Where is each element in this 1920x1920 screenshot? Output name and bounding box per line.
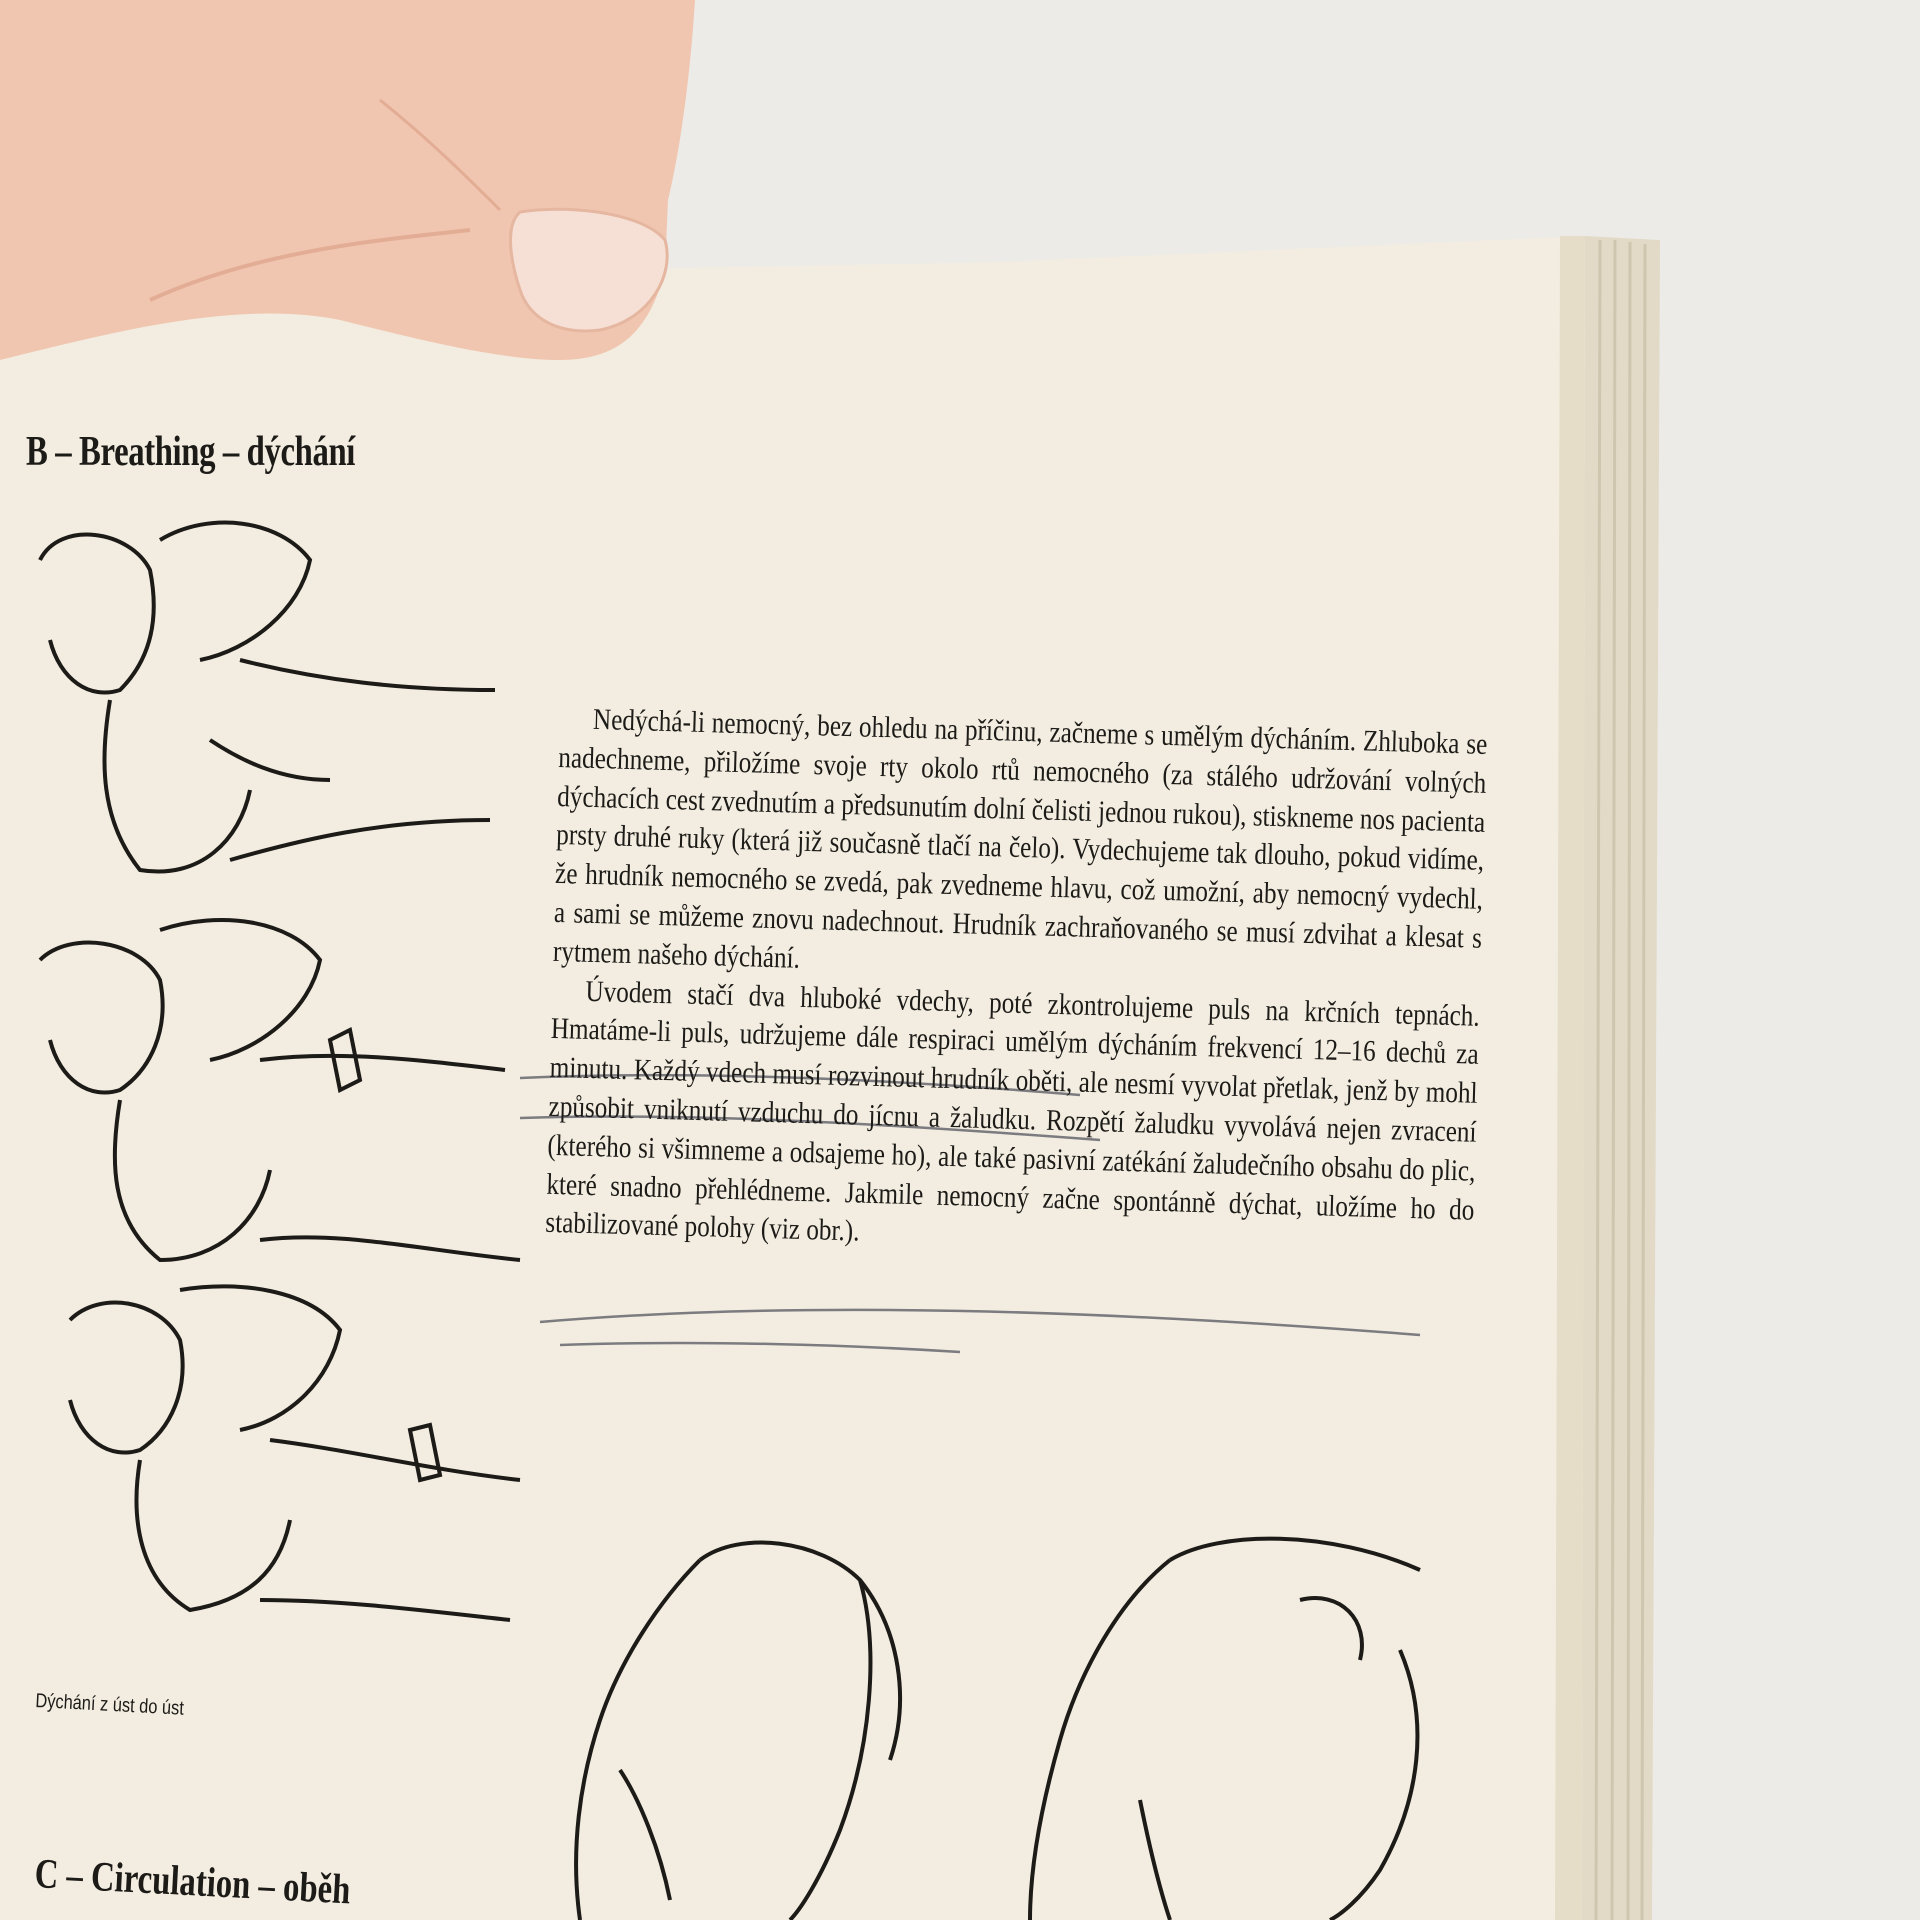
page-shadow bbox=[1555, 236, 1585, 1920]
body-paragraph-2 bbox=[545, 971, 1480, 1268]
paragraph-1-text: Nedýchá-li nemocný, bez ohledu na příčinu, začneme s umělým dýcháním. Zhluboka se nadechneme, přiložíme svoje rty okolo rtů nemocného (za stálého udržování volných dýchacích cest zvednutím a předsunutím dolní čelisti jednou rukou), stiskneme nos pacienta prsty druhé ruky (která již současně tlačí na čelo). Vydechujeme tak dlouho, pokud vidíme, že hrudník nemocného se zvedá, pak zvedneme hlavu, což umožní, aby nemocný vydechl, a sami se můžeme znovu nadechnout. Hrudník zachraňovaného se musí zdvihat a klesat s rytmem našeho dýchání. bbox=[552, 702, 1488, 975]
section-heading-breathing: B – Breathing – dýchání bbox=[26, 429, 356, 475]
page-stack-edge bbox=[1580, 236, 1660, 1920]
paragraph-2-text: Úvodem stačí dva hluboké vdechy, poté zkontrolujeme puls na krčních tepnách. Hmatáme-li puls, udržujeme dále respiraci umělým dýcháním frekvencí 12–16 dechů za minutu. Každý vdech musí rozvinout hrudník oběti, ale nesmí vyvolat přetlak, jenž by mohl způsobit vniknutí vzduchu do jícnu a žaludku. Rozpětí žaludku vyvolává nejen zvracení (kterého si všimneme a odsajeme ho), ale také pasivní zatékání žaludečního obsahu do plic, které snadno přehlédneme. Jakmile nemocný začne spontánně dýchat, uložíme ho do stabilizované polohy (viz obr.). bbox=[544, 974, 1481, 1248]
illustration-caption: Dýchání z úst do úst bbox=[34, 1690, 185, 1720]
body-paragraph-1 bbox=[552, 700, 1487, 997]
breathing-body-text bbox=[545, 700, 1490, 1269]
holding-hand bbox=[0, 0, 695, 360]
section-heading-circulation: C – Circulation – oběh bbox=[33, 1850, 352, 1914]
